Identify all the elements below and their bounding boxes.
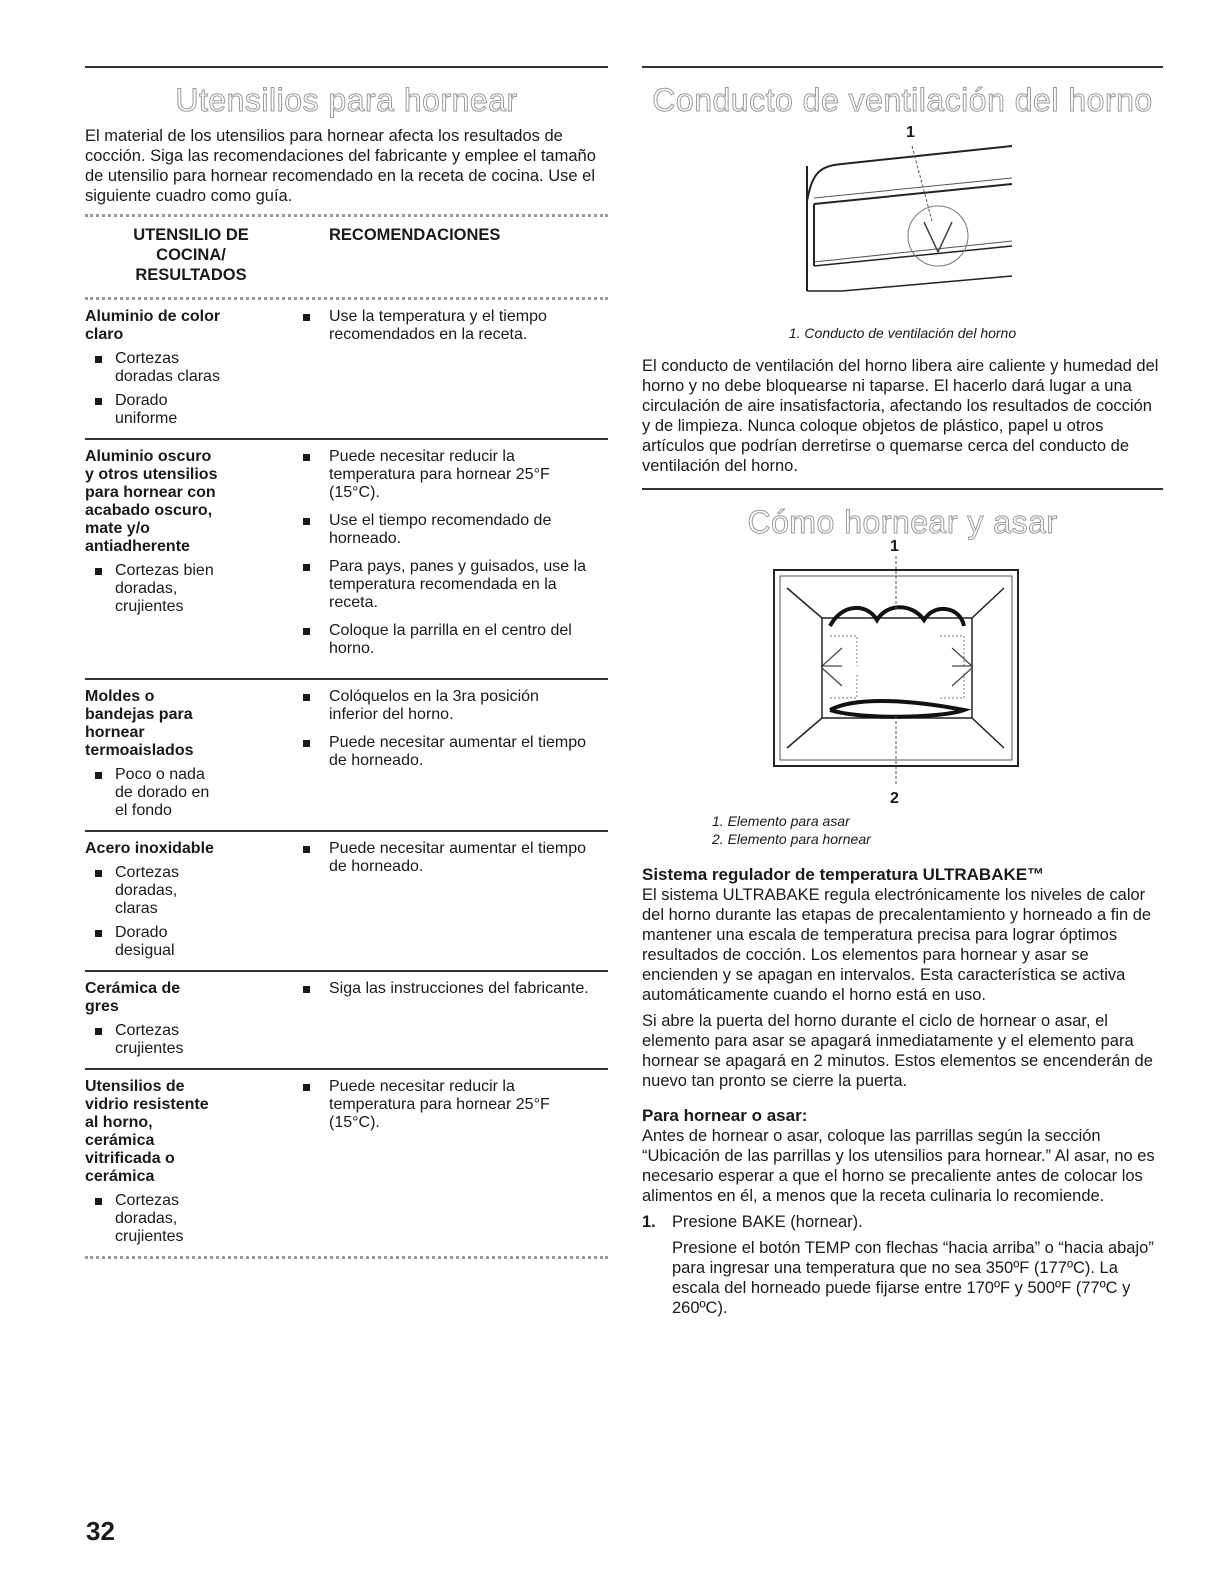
- recommendation-line: temperatura para hornear 25°F: [329, 466, 550, 483]
- recommendation-line: de horneado.: [329, 752, 424, 769]
- oven-figure: [642, 538, 1163, 810]
- top-rule: [85, 66, 608, 68]
- result-line: doradas,: [115, 882, 178, 899]
- cookware-name: [85, 448, 297, 556]
- recommendation-item: [297, 622, 608, 658]
- recommendation-line: Puede necesitar reducir la: [329, 1078, 515, 1095]
- cookware-name: [85, 840, 297, 858]
- header-cookware: UTENSILIO DE COCINA/ RESULTADOS: [133, 226, 249, 284]
- recommendation-item: [297, 448, 608, 502]
- cookware-cell: [85, 688, 297, 820]
- oven-captions: [642, 812, 1163, 848]
- oven-caption-1: 1. Elemento para asar: [712, 813, 850, 829]
- cookware-name-line: antiadherente: [85, 538, 190, 555]
- bake-rule: [642, 488, 1163, 490]
- recommendation-line: Colóquelos en la 3ra posición: [329, 688, 539, 705]
- result-item: [85, 766, 297, 820]
- ultrabake-paragraph-1: El sistema ULTRABAKE regula electrónicamente los niveles de calor del horno durante las etapas de precalentamiento y horneado a fin de mantener una escala de temperatura precisa para lograr óptimos resultados de cocción. Los elementos para hornear y asar se encienden y se apagan en intervalos. Esta característica se activa automáticamente cuando el horno está en uso.: [642, 886, 1152, 1004]
- cookware-name-line: termoaislados: [85, 742, 194, 759]
- cookware-name: [85, 688, 297, 760]
- result-line: Cortezas bien: [115, 562, 214, 579]
- bake-broil-heading: Para hornear o asar:: [642, 1106, 808, 1125]
- result-line: Cortezas: [115, 864, 180, 881]
- left-column: [85, 66, 608, 1259]
- header-recommendations: RECOMENDACIONES: [329, 226, 501, 244]
- ultrabake-heading: Sistema regulador de temperatura ULTRABAKE™: [642, 865, 1045, 884]
- recommendation-cell: [297, 980, 608, 1058]
- cookware-cell: [85, 448, 297, 668]
- recommendation-cell: [297, 448, 608, 668]
- cookware-name-line: hornear: [85, 724, 145, 741]
- cookware-name-line: Aluminio de color: [85, 308, 221, 325]
- cookware-name-line: Utensilios de: [85, 1078, 185, 1095]
- vent-figure-label-1: 1: [906, 124, 915, 141]
- recommendation-line: Puede necesitar aumentar el tiempo: [329, 840, 587, 857]
- cookware-name-line: para hornear con: [85, 484, 216, 501]
- recommendation-line: recomendados en la receta.: [329, 326, 528, 343]
- cookware-name-line: bandejas para: [85, 706, 193, 723]
- recommendation-item: [297, 840, 608, 876]
- table-row: [85, 830, 608, 970]
- cookware-name-line: cerámica: [85, 1132, 155, 1149]
- recommendation-line: temperatura para hornear 25°F: [329, 1096, 550, 1113]
- result-line: Dorado: [115, 392, 168, 409]
- cookware-name: [85, 308, 297, 344]
- result-line: Poco o nada: [115, 766, 205, 783]
- result-item: [85, 1192, 297, 1246]
- recommendation-item: [297, 688, 608, 724]
- result-item: [85, 392, 297, 428]
- cookware-name-line: y otros utensilios: [85, 466, 218, 483]
- vent-caption: 1. Conducto de ventilación del horno: [788, 325, 1017, 341]
- cookware-intro: El material de los utensilios para hornear afecta los resultados de cocción. Siga las recomendaciones del fabricante y emplee el tamaño de utensilio para hornear recomendado en la receta de cocina. Use el siguiente cuadro como guía.: [85, 127, 596, 205]
- page-number: 32: [86, 1516, 115, 1546]
- result-item: [85, 864, 297, 918]
- table-row: [85, 1068, 608, 1256]
- result-line: el fondo: [115, 802, 172, 819]
- ultrabake-paragraph-2: Si abre la puerta del horno durante el ciclo de hornear o asar, el elemento para asar se apagará inmediatamente y el elemento para hornear se apagará en 2 minutos. Estos elementos se encenderán de nuevo tan pronto se cierre la puerta.: [642, 1012, 1153, 1090]
- recommendation-line: horneado.: [329, 530, 402, 547]
- recommendation-cell: [297, 308, 608, 428]
- oven-caption-2: 2. Elemento para hornear: [712, 831, 871, 847]
- recommendation-line: Siga las instrucciones del fabricante.: [329, 980, 589, 997]
- recommendation-line: Para pays, panes y guisados, use la: [329, 558, 587, 575]
- cookware-name-line: al horno,: [85, 1114, 153, 1131]
- result-line: uniforme: [115, 410, 178, 427]
- bake-broil-paragraph: Antes de hornear o asar, coloque las parrillas según la sección “Ubicación de las parrillas y los utensilios para hornear.” Al asar, no es necesario esperar a que el horno se precaliente antes de colocar los alimentos en él, a menos que la receta culinaria lo recomiende.: [642, 1127, 1155, 1205]
- recommendation-line: Use el tiempo recomendado de: [329, 512, 552, 529]
- recommendation-item: [297, 558, 608, 612]
- cookware-cell: [85, 1078, 297, 1246]
- cookware-name-line: Cerámica de: [85, 980, 181, 997]
- table-dotted-rule-bottom: [85, 1256, 608, 1259]
- result-line: Cortezas: [115, 1022, 180, 1039]
- result-line: crujientes: [115, 1228, 184, 1245]
- result-line: crujientes: [115, 598, 184, 615]
- cookware-name-line: Acero inoxidable: [85, 840, 214, 857]
- step-1: [642, 1212, 1163, 1318]
- recommendation-item: [297, 734, 608, 770]
- cookware-name: [85, 1078, 297, 1186]
- recommendation-item: [297, 512, 608, 548]
- cookware-name-line: acabado oscuro,: [85, 502, 213, 519]
- recommendation-item: [297, 1078, 608, 1132]
- recommendation-cell: [297, 688, 608, 820]
- cookware-cell: [85, 980, 297, 1058]
- result-line: Cortezas: [115, 1192, 180, 1209]
- recommendation-item: [297, 308, 608, 344]
- oven-illustration: [642, 548, 1163, 810]
- cookware-table: [85, 300, 608, 1256]
- result-item: [85, 562, 297, 616]
- result-line: desigual: [115, 942, 175, 959]
- result-item: [85, 924, 297, 960]
- recommendation-cell: [297, 840, 608, 960]
- cookware-name-line: Moldes o: [85, 688, 155, 705]
- recommendation-line: receta.: [329, 594, 378, 611]
- cookware-name-line: mate y/o: [85, 520, 150, 537]
- recommendation-line: temperatura recomendada en la: [329, 576, 557, 593]
- cookware-name-line: vitrificada o: [85, 1150, 175, 1167]
- cookware-cell: [85, 840, 297, 960]
- recommendation-line: Puede necesitar aumentar el tiempo: [329, 734, 587, 751]
- top-rule-right: [642, 66, 1163, 68]
- step-1-detail: Presione el botón TEMP con flechas “hacia arriba” o “hacia abajo” para ingresar una temperatura que no sea 350ºF (177ºC). La escala del horneado puede fijarse entre 170ºF y 500ºF (77ºC y 260ºC).: [672, 1239, 1154, 1317]
- recommendation-line: Use la temperatura y el tiempo: [329, 308, 547, 325]
- cookware-name-line: gres: [85, 998, 119, 1015]
- step-1-text: Presione BAKE (hornear).: [672, 1213, 863, 1231]
- result-line: crujientes: [115, 1040, 184, 1057]
- recommendation-line: horno.: [329, 640, 375, 657]
- result-line: de dorado en: [115, 784, 210, 801]
- result-line: doradas claras: [115, 368, 220, 385]
- oven-figure-label-1: 1: [890, 538, 899, 555]
- cookware-cell: [85, 308, 297, 428]
- result-line: Cortezas: [115, 350, 180, 367]
- result-item: [85, 350, 297, 386]
- right-column: [642, 66, 1163, 1318]
- cookware-name-line: claro: [85, 326, 124, 343]
- table-row: [85, 970, 608, 1068]
- recommendation-item: [297, 980, 608, 998]
- recommendation-line: (15°C).: [329, 484, 380, 501]
- recommendation-line: Coloque la parrilla en el centro del: [329, 622, 572, 639]
- table-row: [85, 678, 608, 830]
- result-line: Dorado: [115, 924, 168, 941]
- recommendation-cell: [297, 1078, 608, 1246]
- recommendation-line: de horneado.: [329, 858, 424, 875]
- bake-title: Cómo hornear y asar: [747, 504, 1058, 540]
- result-line: claras: [115, 900, 158, 917]
- vent-title: Conducto de ventilación del horno: [652, 82, 1153, 118]
- cookware-name: [85, 980, 297, 1016]
- table-row: [85, 300, 608, 438]
- step-1-number: 1.: [642, 1213, 656, 1231]
- vent-illustration: [642, 126, 1163, 316]
- cookware-title: Utensilios para hornear: [175, 82, 518, 118]
- cookware-name-line: cerámica: [85, 1168, 155, 1185]
- vent-figure: [642, 126, 1163, 316]
- recommendation-line: (15°C).: [329, 1114, 380, 1131]
- result-item: [85, 1022, 297, 1058]
- cookware-name-line: vidrio resistente: [85, 1096, 209, 1113]
- oven-figure-label-2: 2: [890, 790, 899, 807]
- result-line: doradas,: [115, 1210, 178, 1227]
- recommendation-line: inferior del horno.: [329, 706, 454, 723]
- table-header: [85, 217, 608, 297]
- result-line: doradas,: [115, 580, 178, 597]
- cookware-name-line: Aluminio oscuro: [85, 448, 212, 465]
- table-row: [85, 438, 608, 678]
- recommendation-line: Puede necesitar reducir la: [329, 448, 515, 465]
- vent-text: El conducto de ventilación del horno libera aire caliente y humedad del horno y no debe bloquearse ni taparse. El hacerlo dará lugar a una circulación de aire insatisfactoria, afectando los resultados de cocción y de limpieza. Nunca coloque objetos de plástico, papel u otros artículos que podrían derretirse o quemarse cerca del conducto de ventilación del horno.: [642, 357, 1159, 475]
